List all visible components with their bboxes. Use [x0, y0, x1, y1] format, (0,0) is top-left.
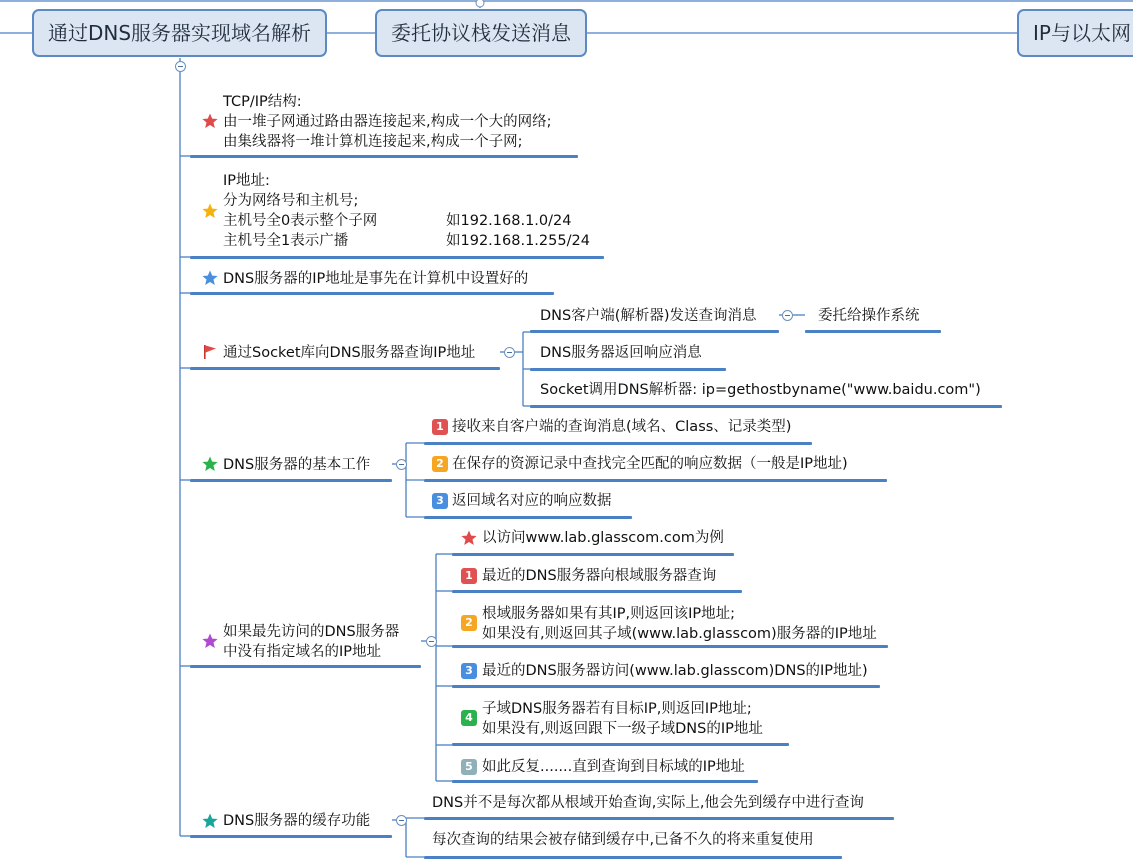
step-5: 如此反复.......直到查询到目标域的IP地址	[482, 759, 745, 775]
step-3: 最近的DNS服务器访问(www.lab.glasscom)DNS的IP地址)	[482, 663, 868, 679]
purple-star-icon	[202, 633, 218, 649]
delegate-os: 委托给操作系统	[818, 308, 920, 324]
socket-query: 通过Socket库向DNS服务器查询IP地址	[223, 345, 476, 361]
badge-3: 3	[432, 493, 448, 509]
topic-dns-resolution[interactable]: 通过DNS服务器实现域名解析	[32, 9, 327, 57]
dns-cache: DNS服务器的缓存功能	[223, 813, 371, 829]
tcpip-line-2: 由集线器将一堆计算机连接起来,构成一个子网;	[223, 134, 523, 150]
orange-star-icon	[202, 203, 218, 219]
step-1: 最近的DNS服务器向根域服务器查询	[482, 568, 717, 584]
ip-line-2b: 如192.168.1.0/24	[446, 213, 572, 229]
step-4-line-1: 子域DNS服务器若有目标IP,则返回IP地址;	[482, 701, 752, 717]
badge-2: 2	[432, 456, 448, 472]
step-2-line-1: 根域服务器如果有其IP,则返回该IP地址;	[482, 606, 736, 622]
tcpip-line-1: 由一堆子网通过路由器连接起来,构成一个大的网络;	[223, 114, 552, 130]
tcpip-title: TCP/IP结构:	[223, 94, 302, 110]
step-4-line-2: 如果没有,则返回跟下一级子域DNS的IP地址	[482, 721, 763, 737]
dns-server-reply: DNS服务器返回响应消息	[540, 345, 702, 361]
collapse-toggle-basic[interactable]	[396, 459, 407, 470]
collapse-toggle-dns[interactable]	[175, 61, 186, 72]
basic-step-1: 接收来自客户端的查询消息(域名、Class、记录类型)	[452, 419, 792, 435]
collapse-toggle-socket[interactable]	[504, 347, 515, 358]
example-label: 以访问www.lab.glasscom.com为例	[482, 530, 724, 546]
ip-title: IP地址:	[223, 173, 270, 189]
teal-star-icon	[202, 813, 218, 829]
no-domain-line-1: 如果最先访问的DNS服务器	[223, 624, 400, 640]
topic-ip-ethernet[interactable]: IP与以太网	[1017, 9, 1133, 57]
dns-client-send: DNS客户端(解析器)发送查询消息	[540, 308, 757, 324]
red-star-icon	[202, 113, 218, 129]
badge-2: 2	[461, 615, 477, 631]
cache-line-1: DNS并不是每次都从根域开始查询,实际上,他会先到缓存中进行查询	[432, 795, 864, 811]
collapse-toggle-nodomain[interactable]	[426, 636, 437, 647]
badge-1: 1	[432, 419, 448, 435]
badge-1: 1	[461, 568, 477, 584]
badge-3: 3	[461, 663, 477, 679]
dns-basic-work: DNS服务器的基本工作	[223, 457, 371, 473]
ip-line-3a: 主机号全1表示广播	[223, 233, 349, 249]
dns-ip-preset: DNS服务器的IP地址是事先在计算机中设置好的	[223, 271, 529, 287]
socket-call-resolver: Socket调用DNS解析器: ip=gethostbyname("www.baidu.com")	[540, 382, 981, 398]
ip-line-1: 分为网络号和主机号;	[223, 193, 359, 209]
green-star-icon	[202, 456, 218, 472]
step-2-line-2: 如果没有,则返回其子域(www.lab.glasscom)服务器的IP地址	[482, 626, 877, 642]
collapse-toggle-cache[interactable]	[396, 815, 407, 826]
badge-5: 5	[461, 759, 477, 775]
topic-delegate-stack[interactable]: 委托协议栈发送消息	[375, 9, 587, 57]
basic-step-2: 在保存的资源记录中查找完全匹配的响应数据（一般是IP地址)	[452, 456, 848, 472]
basic-step-3: 返回域名对应的响应数据	[452, 493, 612, 509]
cache-line-2: 每次查询的结果会被存储到缓存中,已备不久的将来重复使用	[432, 832, 814, 848]
badge-4: 4	[461, 710, 477, 726]
collapse-toggle-client[interactable]	[782, 310, 793, 321]
red-flag-icon	[202, 344, 218, 360]
red-star-icon	[461, 530, 477, 546]
blue-star-icon	[202, 270, 218, 286]
no-domain-line-2: 中没有指定域名的IP地址	[223, 644, 382, 660]
ip-line-3b: 如192.168.1.255/24	[446, 233, 590, 249]
ip-line-2a: 主机号全0表示整个子网	[223, 213, 378, 229]
